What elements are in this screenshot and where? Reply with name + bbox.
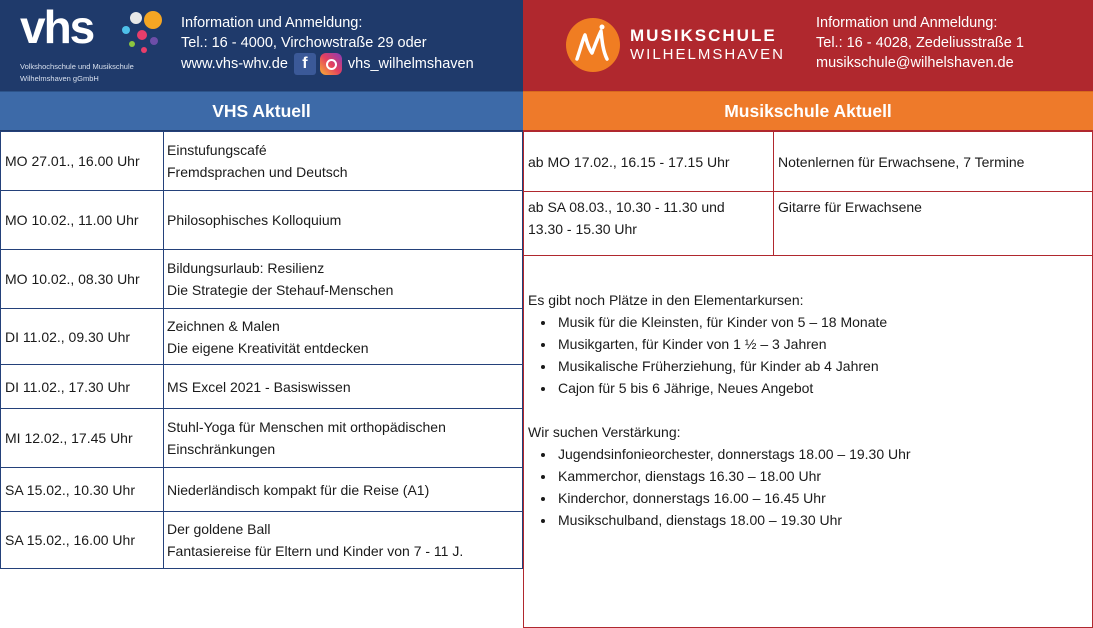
course-title bbox=[164, 191, 523, 250]
ms-logo bbox=[565, 17, 795, 73]
table-row bbox=[1, 191, 523, 250]
ms-contact-info bbox=[816, 13, 1024, 73]
table-row bbox=[1, 468, 523, 512]
vhs-section-title: VHS Aktuell bbox=[0, 91, 523, 131]
course-title bbox=[164, 365, 523, 409]
course-title-line1: Einstufungscafé bbox=[167, 142, 267, 158]
table-row bbox=[1, 250, 523, 309]
ms-course-title: Gitarre für Erwachsene bbox=[774, 192, 1093, 256]
ms-course-date bbox=[524, 192, 774, 256]
ms-course-table bbox=[523, 131, 1093, 628]
table-row bbox=[1, 365, 523, 409]
instagram-icon[interactable] bbox=[320, 53, 342, 75]
list-item: • Musikschulband, dienstags 18.00 – 19.30 Uhr bbox=[556, 509, 1088, 531]
vhs-contact-line1: Information und Anmeldung: bbox=[181, 15, 363, 31]
course-title-line2: Einschränkungen bbox=[167, 441, 276, 457]
course-title bbox=[164, 409, 523, 468]
ms-email-link[interactable]: musikschule@wilhelshaven.de bbox=[816, 55, 1014, 71]
vhs-logo-word: vhs bbox=[20, 1, 94, 53]
vhs-website-link[interactable]: www.vhs-whv.de bbox=[181, 55, 288, 72]
ms-course-title: Notenlernen für Erwachsene, 7 Termine bbox=[774, 132, 1093, 192]
vhs-logo-subtitle-2: Wilhelmshaven gGmbH bbox=[20, 74, 99, 83]
course-date: SA 15.02., 10.30 Uhr bbox=[1, 468, 164, 512]
list-item: • Musikalische Früherziehung, für Kinder ab 4 Jahren bbox=[556, 355, 1088, 377]
ms-info-block bbox=[524, 256, 1093, 628]
vhs-logo-subtitle: Volkshochschule und Musikschule bbox=[20, 62, 134, 71]
list-item: • Kinderchor, donnerstags 16.00 – 16.45 Uhr bbox=[556, 487, 1088, 509]
ms-logo-mark-icon bbox=[565, 17, 621, 73]
ms-course-date-line1: ab MO 17.02., 16.15 - 17.15 Uhr bbox=[528, 153, 730, 170]
course-title-line1: Der goldene Ball bbox=[167, 521, 271, 537]
course-title-line1: Zeichnen & Malen bbox=[167, 317, 280, 334]
vhs-course-table bbox=[0, 131, 523, 569]
table-row bbox=[1, 132, 523, 191]
ms-info-intro-ensembles: Wir suchen Verstärkung: bbox=[528, 424, 681, 440]
course-date: MO 27.01., 16.00 Uhr bbox=[1, 132, 164, 191]
vhs-logo-dots-icon bbox=[116, 8, 166, 58]
course-date: MO 10.02., 08.30 Uhr bbox=[1, 250, 164, 309]
course-title bbox=[164, 512, 523, 569]
vhs-contact-info bbox=[181, 13, 474, 75]
course-title-line2: Fremdsprachen und Deutsch bbox=[167, 164, 348, 180]
course-date: SA 15.02., 16.00 Uhr bbox=[1, 512, 164, 569]
course-date: MO 10.02., 11.00 Uhr bbox=[1, 191, 164, 250]
ms-course-date bbox=[524, 132, 774, 192]
vhs-contact-line2: Tel.: 16 - 4000, Virchowstraße 29 oder bbox=[181, 35, 427, 51]
ms-logo-city: WILHELMSHAVEN bbox=[630, 46, 785, 63]
list-item: • Cajon für 5 bis 6 Jährige, Neues Angebot bbox=[556, 377, 1088, 399]
ms-contact-line1: Information und Anmeldung: bbox=[816, 15, 998, 31]
ms-section-title: Musikschule Aktuell bbox=[523, 91, 1093, 131]
course-title-line2: Die eigene Kreativität entdecken bbox=[167, 339, 369, 356]
ms-logo-name: MUSIKSCHULE bbox=[630, 26, 777, 45]
vhs-contact-line3 bbox=[181, 53, 474, 75]
course-title bbox=[164, 250, 523, 309]
course-title-line1: MS Excel 2021 - Basiswissen bbox=[167, 378, 351, 395]
spacer bbox=[528, 399, 1088, 421]
ms-header bbox=[523, 0, 1093, 91]
course-title-line2: Fantasiereise für Eltern und Kinder von 7 - 11 J. bbox=[167, 543, 464, 559]
ms-course-date-line1: ab SA 08.03., 10.30 - 11.30 und bbox=[528, 199, 725, 215]
facebook-icon[interactable]: f bbox=[294, 53, 316, 75]
vhs-header bbox=[0, 0, 523, 91]
ms-contact-line2: Tel.: 16 - 4028, Zedeliusstraße 1 bbox=[816, 35, 1024, 51]
table-row bbox=[524, 132, 1093, 192]
course-title-line2: Die Strategie der Stehauf-Menschen bbox=[167, 282, 394, 298]
table-row bbox=[524, 192, 1093, 256]
table-row bbox=[1, 512, 523, 569]
course-title-line1: Stuhl-Yoga für Menschen mit orthopädischen bbox=[167, 419, 446, 435]
list-item: • Jugendsinfonieorchester, donnerstags 18.00 – 19.30 Uhr bbox=[556, 443, 1088, 465]
course-title-line1: Niederländisch kompakt für die Reise (A1) bbox=[167, 481, 430, 498]
course-title-line1: Philosophisches Kolloquium bbox=[167, 212, 342, 228]
course-date: DI 11.02., 17.30 Uhr bbox=[1, 365, 164, 409]
table-row bbox=[1, 409, 523, 468]
list-item: • Musikgarten, für Kinder von 1 ½ – 3 Jahren bbox=[556, 333, 1088, 355]
vhs-social-handle[interactable]: vhs_wilhelmshaven bbox=[347, 55, 474, 72]
course-title bbox=[164, 132, 523, 191]
vhs-logo bbox=[20, 1, 170, 86]
course-title-line1: Bildungsurlaub: Resilienz bbox=[167, 260, 325, 276]
table-row bbox=[524, 256, 1093, 628]
list-item: • Kammerchor, dienstags 16.30 – 18.00 Uhr bbox=[556, 465, 1088, 487]
course-title bbox=[164, 309, 523, 365]
ms-elementary-course-list bbox=[528, 311, 1088, 399]
ms-course-date-line2: 13.30 - 15.30 Uhr bbox=[528, 221, 637, 237]
ms-ensemble-list bbox=[528, 443, 1088, 531]
ms-info-intro-elementary: Es gibt noch Plätze in den Elementarkursen: bbox=[528, 292, 804, 308]
course-date: DI 11.02., 09.30 Uhr bbox=[1, 309, 164, 365]
course-date: MI 12.02., 17.45 Uhr bbox=[1, 409, 164, 468]
course-title bbox=[164, 468, 523, 512]
list-item: • Musik für die Kleinsten, für Kinder von 5 – 18 Monate bbox=[556, 311, 1088, 333]
table-row bbox=[1, 309, 523, 365]
